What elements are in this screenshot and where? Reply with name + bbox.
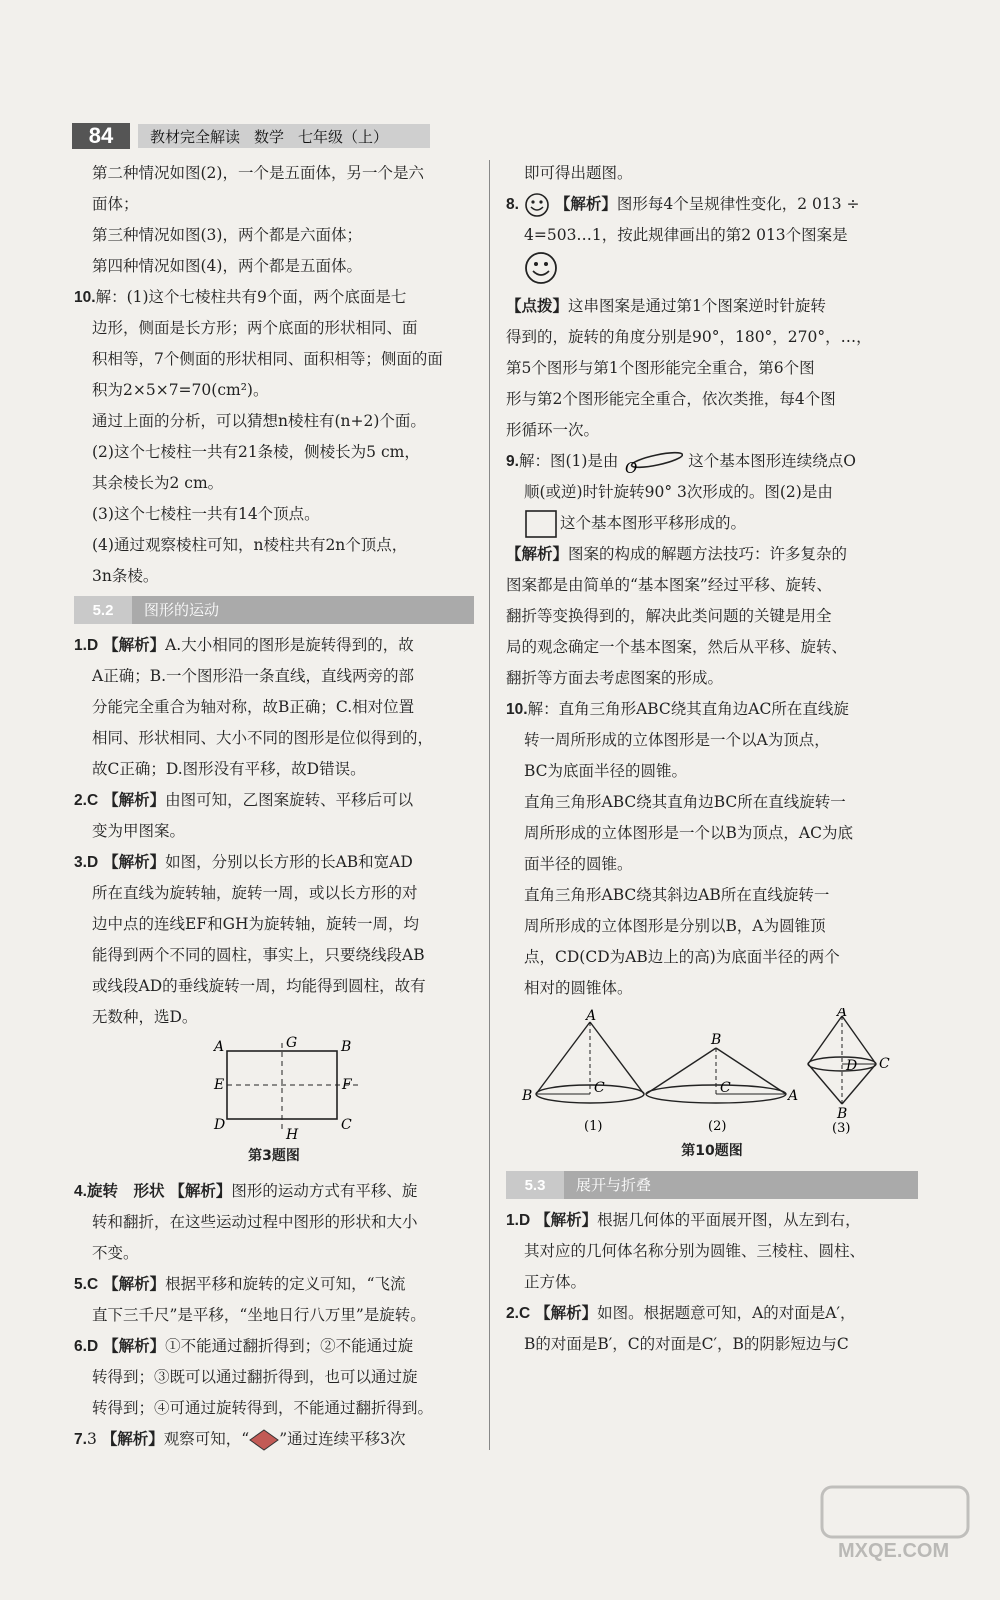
page-number: 84 [72, 123, 130, 149]
text-line: 图案都是由简单的“基本图案”经过平移、旋转、 [506, 576, 832, 594]
label-d: D [214, 1117, 226, 1133]
text-line: 积为2×5×7=70(cm²)。 [92, 381, 269, 399]
diamond-icon [249, 1429, 279, 1451]
figure-caption: 第10题图 [681, 1143, 743, 1159]
text-line: 边形，侧面是长方形；两个底面的形状相同、面 [92, 319, 418, 337]
q4-line: 4.旋转 形状 【解析】图形的运动方式有平移、旋 [74, 1182, 418, 1200]
text-line: 第三种情况如图(3)，两个都是六面体； [92, 226, 362, 244]
smiley-face-icon [524, 192, 550, 218]
page-header [72, 123, 430, 149]
section-number: 5.2 [74, 596, 132, 624]
cone2-label-c: C [720, 1080, 731, 1096]
text-line: 相同、形状相同、大小不同的图形是位似得到的， [92, 729, 434, 747]
sub-label-3: (3) [832, 1121, 851, 1136]
section-title: 图形的运动 [144, 600, 220, 619]
q9-line: 9.解：图(1)是由 O 这个基本图形连续绕点O [506, 446, 918, 477]
rectangle-diagram [74, 1033, 474, 1141]
s3q1-line: 1.D 【解析】根据几何体的平面展开图，从左到右， [506, 1211, 861, 1229]
smiley-face-icon [524, 251, 558, 285]
text-line: 局的观念确定一个基本图案，然后从平移、旋转、 [506, 638, 848, 656]
text-line: 面体； [92, 195, 139, 213]
section-header-5-3 [506, 1171, 918, 1199]
cones-diagram [506, 1008, 918, 1136]
text-line: (4)通过观察棱柱可知，n棱柱共有2n个顶点， [92, 536, 408, 554]
q2-line: 2.C 【解析】由图可知，乙图案旋转、平移后可以 [74, 791, 414, 809]
q9-jiexi-line: 【解析】图案的构成的解题方法技巧：许多复杂的 [506, 545, 848, 563]
q10-line: 10.解：(1)这个七棱柱共有9个面，两个底面是七 [74, 288, 407, 306]
text-line: 不变。 [92, 1244, 139, 1262]
section-number: 5.3 [506, 1171, 564, 1199]
text-line: 周所形成的立体图形是分别以B，A为圆锥顶 [524, 917, 826, 935]
figure-10 [506, 1008, 918, 1136]
q5-line: 5.C 【解析】根据平移和旋转的定义可知，“飞流 [74, 1275, 406, 1293]
figure-caption: 第3题图 [248, 1148, 300, 1164]
cone2-label-b: B [711, 1032, 722, 1048]
s3q2-line: 2.C 【解析】如图。根据题意可知，A的对面是A′， [506, 1304, 856, 1322]
header-title [138, 124, 430, 148]
text-line: 即可得出题图。 [524, 164, 633, 182]
answer-smiley [506, 251, 918, 291]
cone3-label-a: A [837, 1008, 848, 1020]
text-line: 转得到；④可通过旋转得到，不能通过翻折得到。 [92, 1399, 434, 1417]
text-line: 面半径的圆锥。 [524, 855, 633, 873]
watermark-logo [820, 1485, 970, 1565]
text-line: 其对应的几何体名称分别为圆锥、三棱柱、圆柱、 [524, 1242, 866, 1260]
section-header-5-2 [74, 596, 474, 624]
text-line: 第四种情况如图(4)，两个都是五面体。 [92, 257, 362, 275]
q1-line: 1.D 【解析】A.大小相同的图形是旋转得到的，故 [74, 636, 414, 654]
text-line: 得到的，旋转的角度分别是90°，180°，270°，…， [506, 328, 872, 346]
left-column [74, 158, 474, 1455]
point-o-label: O [625, 459, 638, 475]
cone3-label-d: D [846, 1058, 858, 1074]
text-line: BC为底面半径的圆锥。 [524, 762, 688, 780]
cone3-label-c: C [879, 1056, 890, 1072]
q9-line3: 这个基本图形平移形成的。 [506, 508, 918, 539]
text-line: 或线段AD的垂线旋转一周，均能得到圆柱，故有 [92, 977, 426, 995]
text-line: 转一周所形成的立体图形是一个以A为顶点， [524, 731, 830, 749]
q10-line: 10.解：直角三角形ABC绕其直角边AC所在直线旋 [506, 700, 849, 718]
text-line: 所在直线为旋转轴，旋转一周，或以长方形的对 [92, 884, 418, 902]
text-line: 其余棱长为2 cm。 [92, 474, 224, 492]
cone2-label-a: A [788, 1088, 799, 1104]
cone1-label-c: C [594, 1080, 605, 1096]
label-h: H [286, 1127, 299, 1141]
text-line: 4=503…1，按此规律画出的第2 013个图案是 [524, 226, 848, 244]
label-e: E [214, 1077, 225, 1093]
q7-line: 7.3 【解析】观察可知，“ ”通过连续平移3次 [74, 1424, 474, 1455]
text-line: 3n条棱。 [92, 567, 159, 585]
text-line: 周所形成的立体图形是一个以B为顶点，AC为底 [524, 824, 853, 842]
text-line: 翻折等方面去考虑图案的形成。 [506, 669, 724, 687]
label-c: C [341, 1117, 352, 1133]
section-title: 展开与折叠 [576, 1175, 652, 1194]
dianbo-line: 【点拨】这串图案是通过第1个图案逆时针旋转 [506, 297, 826, 315]
text-line: 相对的圆锥体。 [524, 979, 633, 997]
text-line: 分能完全重合为轴对称，故B正确；C.相对位置 [92, 698, 415, 716]
text-line: 第5个图形与第1个图形能完全重合，第6个图 [506, 359, 815, 377]
label-f: F [342, 1077, 352, 1093]
text-line: (2)这个七棱柱一共有21条棱，侧棱长为5 cm， [92, 443, 420, 461]
leaf-shape-icon [623, 449, 683, 475]
column-divider [489, 160, 490, 1450]
text-line: 直下三千尺”是平移，“坐地日行八万里”是旋转。 [92, 1306, 426, 1324]
text-line: 正方体。 [524, 1273, 587, 1291]
text-line: 能得到两个不同的圆柱，事实上，只要绕线段AB [92, 946, 425, 964]
text-line: 形与第2个图形能完全重合，依次类推，每4个图 [506, 390, 836, 408]
text-line: 边中点的连线EF和GH为旋转轴，旋转一周，均 [92, 915, 419, 933]
sub-label-2: (2) [708, 1119, 727, 1134]
text-line: 点，CD(CD为AB边上的高)为底面半径的两个 [524, 948, 840, 966]
text-line: 变为甲图案。 [92, 822, 186, 840]
right-column [506, 158, 918, 1360]
cone1-left [536, 1022, 590, 1094]
text-line: A正确；B.一个图形沿一条直线，直线两旁的部 [92, 667, 415, 685]
text-line: 形循环一次。 [506, 421, 600, 439]
text-line: 积相等，7个侧面的形状相同、面积相等；侧面的面 [92, 350, 443, 368]
text-line: 直角三角形ABC绕其斜边AB所在直线旋转一 [524, 886, 830, 904]
text-line: B的对面是B′，C的对面是C′，B的阴影短边与C [524, 1335, 849, 1353]
text-line: 通过上面的分析，可以猜想n棱柱有(n+2)个面。 [92, 412, 426, 430]
q3-line: 3.D 【解析】如图，分别以长方形的长AB和宽AD [74, 853, 413, 871]
label-g: G [286, 1035, 298, 1051]
square-shape-icon [524, 509, 560, 539]
q6-line: 6.D 【解析】①不能通过翻折得到；②不能通过旋 [74, 1337, 414, 1355]
watermark-text: MXQE.COM [838, 1540, 950, 1562]
cone2-left [646, 1048, 716, 1094]
label-a: A [214, 1039, 225, 1055]
book-title: 教材完全解读 [150, 127, 241, 146]
q8-line: 8. 【解析】图形每4个呈规律性变化，2 013 ÷ [506, 189, 918, 220]
label-b: B [341, 1039, 352, 1055]
text-line: (3)这个七棱柱一共有14个顶点。 [92, 505, 320, 523]
cone3-label-b: B [837, 1106, 848, 1122]
cone1-label-a: A [586, 1008, 597, 1024]
figure-3 [74, 1033, 474, 1141]
text-line: 直角三角形ABC绕其直角边BC所在直线旋转一 [524, 793, 846, 811]
subject: 数学 [254, 127, 285, 146]
grade: 七年级（上） [298, 127, 389, 146]
text-line: 转和翻折，在这些运动过程中图形的形状和大小 [92, 1213, 418, 1231]
sub-label-1: (1) [584, 1119, 603, 1134]
cone1-label-b: B [522, 1088, 533, 1104]
text-line: 故C正确；D.图形没有平移，故D错误。 [92, 760, 366, 778]
text-line: 无数种，选D。 [92, 1008, 198, 1026]
watermark-icon [820, 1485, 970, 1565]
text-line: 顺(或逆)时针旋转90° 3次形成的。图(2)是由 [524, 483, 833, 501]
text-line: 第二种情况如图(2)，一个是五面体，另一个是六 [92, 164, 424, 182]
text-line: 翻折等变换得到的，解决此类问题的关键是用全 [506, 607, 832, 625]
question-number: 10. [74, 289, 96, 306]
text-line: 转得到；③既可以通过翻折得到，也可以通过旋 [92, 1368, 418, 1386]
